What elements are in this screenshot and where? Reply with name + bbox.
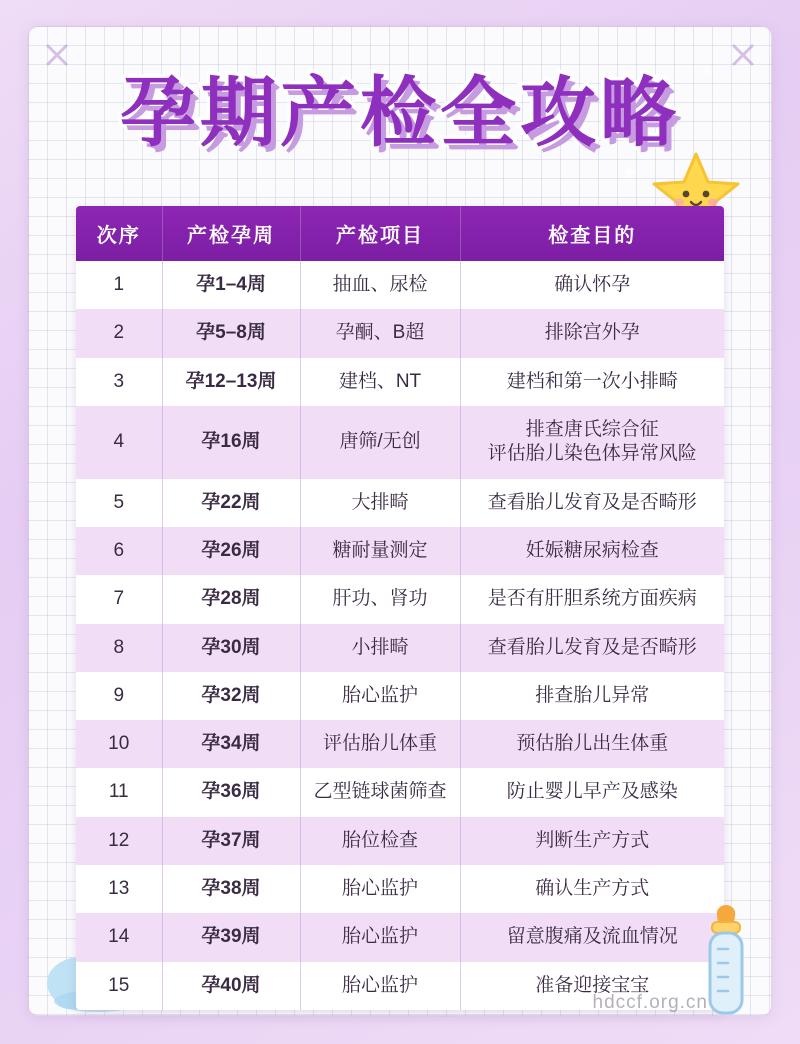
table-row [76,479,724,527]
cell-item: 建档、NT [300,358,460,406]
cell-no: 11 [76,768,162,816]
cell-week: 孕37周 [162,817,300,865]
cell-item: 胎心监护 [300,962,460,1010]
cell-item: 胎心监护 [300,865,460,913]
cell-purpose: 查看胎儿发育及是否畸形 [460,624,724,672]
cell-week: 孕22周 [162,479,300,527]
cell-item: 孕酮、B超 [300,309,460,357]
cell-no: 3 [76,358,162,406]
cell-purpose: 准备迎接宝宝 [460,962,724,1010]
cell-week: 孕38周 [162,865,300,913]
table-row [76,913,724,961]
cell-item: 唐筛/无创 [300,406,460,479]
cell-week: 孕1–4周 [162,261,300,309]
table-row [76,358,724,406]
cell-no: 1 [76,261,162,309]
table-row [76,575,724,623]
cell-item: 小排畸 [300,624,460,672]
cell-purpose: 留意腹痛及流血情况 [460,913,724,961]
table-row [76,406,724,479]
table-row [76,720,724,768]
cell-purpose: 妊娠糖尿病检查 [460,527,724,575]
table-row [76,865,724,913]
table-row [76,527,724,575]
cell-no: 8 [76,624,162,672]
cell-week: 孕32周 [162,672,300,720]
cell-week: 孕28周 [162,575,300,623]
table-row [76,672,724,720]
cell-purpose: 查看胎儿发育及是否畸形 [460,479,724,527]
cell-week: 孕16周 [162,406,300,479]
cell-purpose: 确认怀孕 [460,261,724,309]
cell-purpose: 建档和第一次小排畸 [460,358,724,406]
sparkle-icon: ✦ [700,64,714,81]
cell-week: 孕34周 [162,720,300,768]
cell-no: 14 [76,913,162,961]
sparkle-icon: ✦ [620,160,639,185]
cell-no: 7 [76,575,162,623]
col-header-item: 产检项目 [300,206,460,261]
table-row [76,817,724,865]
table-row [76,309,724,357]
cell-purpose: 防止婴儿早产及感染 [460,768,724,816]
cell-week: 孕5–8周 [162,309,300,357]
cell-item: 胎心监护 [300,672,460,720]
cell-item: 抽血、尿检 [300,261,460,309]
table-body [76,261,724,1010]
cell-week: 孕30周 [162,624,300,672]
cell-no: 15 [76,962,162,1010]
table-row [76,624,724,672]
cell-purpose: 排查胎儿异常 [460,672,724,720]
cell-purpose: 排查唐氏综合征 评估胎儿染色体异常风险 [460,406,724,479]
cell-purpose: 确认生产方式 [460,865,724,913]
cell-item: 大排畸 [300,479,460,527]
antenatal-schedule-table [76,206,724,1010]
poster-title-wrap [0,52,800,161]
cell-week: 孕26周 [162,527,300,575]
cell-item: 乙型链球菌筛查 [300,768,460,816]
cell-purpose: 是否有肝胆系统方面疾病 [460,575,724,623]
cell-item: 肝功、肾功 [300,575,460,623]
cell-week: 孕36周 [162,768,300,816]
cell-no: 6 [76,527,162,575]
table-row [76,261,724,309]
cell-week: 孕40周 [162,962,300,1010]
cell-no: 4 [76,406,162,479]
cell-no: 2 [76,309,162,357]
col-header-no: 次序 [76,206,162,261]
cell-no: 9 [76,672,162,720]
cell-purpose: 判断生产方式 [460,817,724,865]
cell-item: 糖耐量测定 [300,527,460,575]
col-header-week: 产检孕周 [162,206,300,261]
cell-item: 胎位检查 [300,817,460,865]
cell-purpose: 排除宫外孕 [460,309,724,357]
cell-no: 12 [76,817,162,865]
cell-purpose: 预估胎儿出生体重 [460,720,724,768]
cell-item: 评估胎儿体重 [300,720,460,768]
cell-week: 孕12–13周 [162,358,300,406]
cell-no: 13 [76,865,162,913]
watermark-text: hdccf.org.cn [592,992,708,1013]
table-row [76,768,724,816]
table-header-row [76,206,724,261]
cell-item: 胎心监护 [300,913,460,961]
cell-no: 10 [76,720,162,768]
cell-week: 孕39周 [162,913,300,961]
col-header-purpose: 检查目的 [460,206,724,261]
cell-no: 5 [76,479,162,527]
page-title: 孕期产检全攻略 [120,68,680,157]
